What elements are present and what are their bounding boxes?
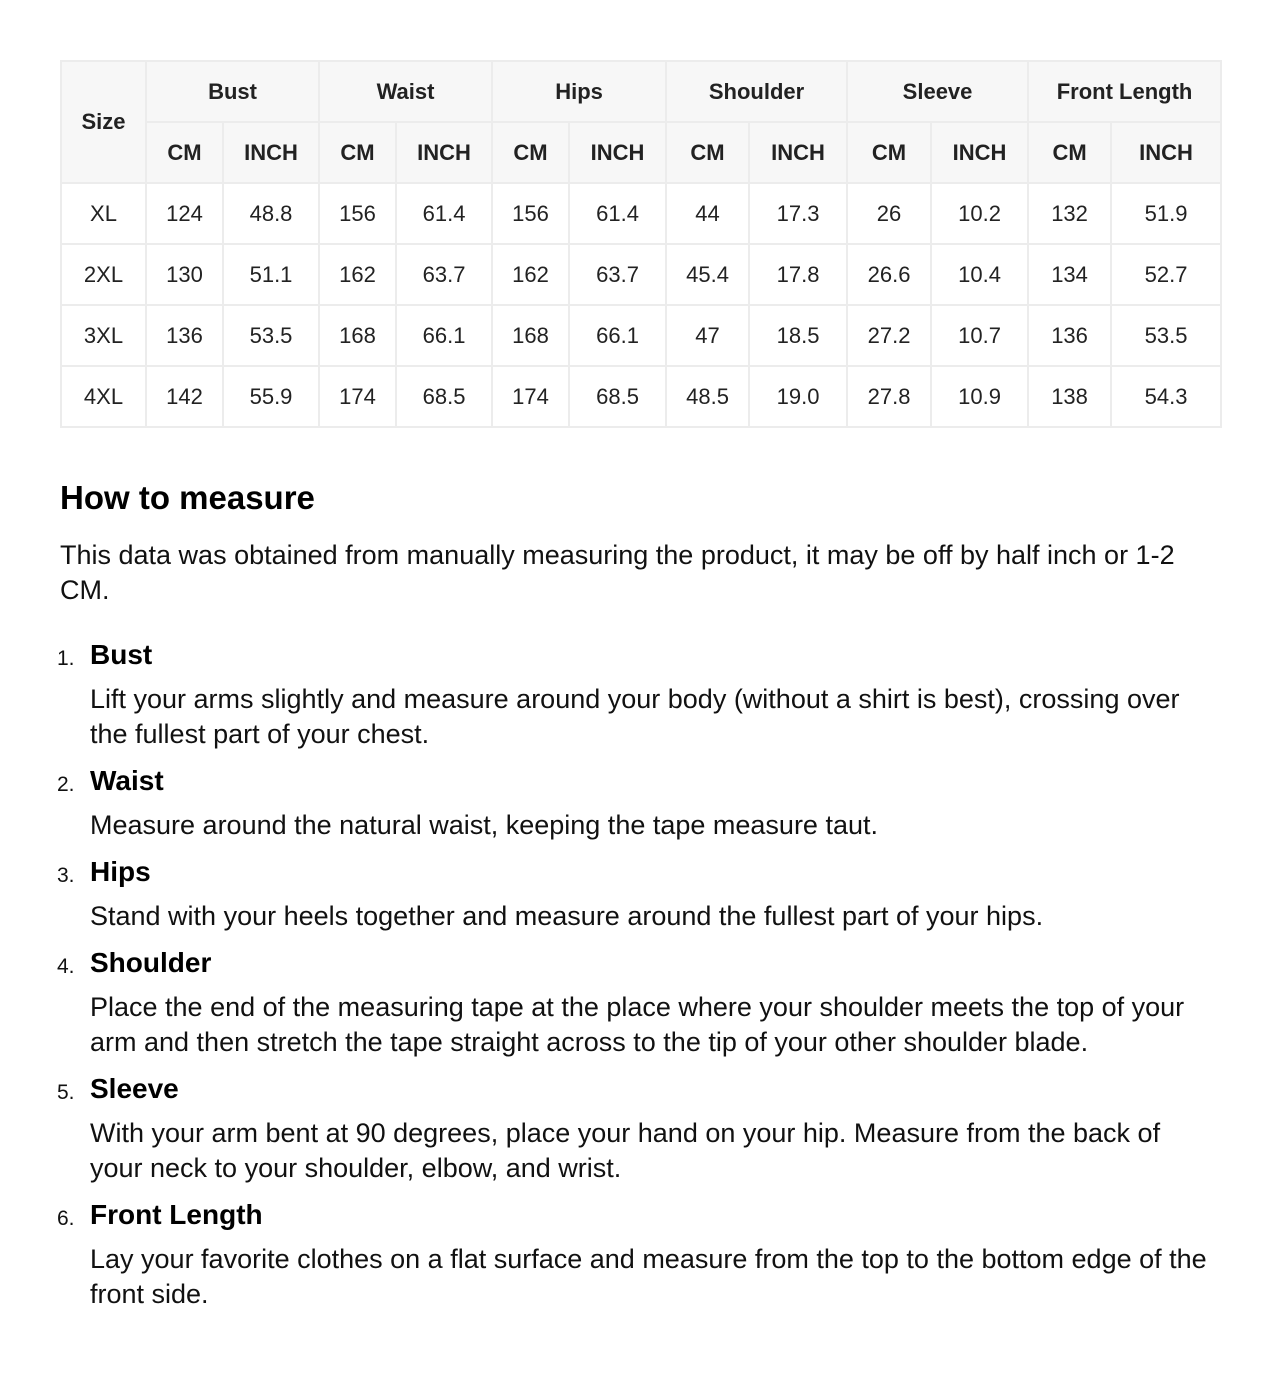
step-title: Hips xyxy=(90,856,151,887)
table-row xyxy=(61,366,1221,427)
list-item xyxy=(57,946,1220,1060)
table-cell: 142 xyxy=(146,366,223,427)
size-chart-table xyxy=(60,60,1222,428)
table-cell: 26.6 xyxy=(847,244,931,305)
header-group-bust: Bust xyxy=(146,61,319,122)
step-number: 5. xyxy=(57,1081,75,1104)
list-item xyxy=(57,638,1220,752)
table-cell: 174 xyxy=(492,366,569,427)
table-cell: 174 xyxy=(319,366,396,427)
intro-text: This data was obtained from manually measuring the product, it may be off by half inch or 1-2 CM. xyxy=(60,540,1175,605)
table-cell: 130 xyxy=(146,244,223,305)
step-text: Lay your favorite clothes on a flat surface and measure from the top to the bottom edge of the front side. xyxy=(90,1244,1207,1309)
table-cell: 66.1 xyxy=(569,305,666,366)
step-title: Front Length xyxy=(90,1199,263,1230)
header-unit-inch: INCH xyxy=(396,122,492,183)
size-cell: 4XL xyxy=(61,366,146,427)
table-cell: 48.5 xyxy=(666,366,749,427)
table-cell: 10.7 xyxy=(931,305,1028,366)
table-cell: 138 xyxy=(1028,366,1111,427)
table-row xyxy=(61,305,1221,366)
table-row xyxy=(61,183,1221,244)
how-to-measure-section xyxy=(57,472,1220,1324)
table-cell: 66.1 xyxy=(396,305,492,366)
header-unit-cm: CM xyxy=(847,122,931,183)
table-cell: 168 xyxy=(492,305,569,366)
table-cell: 17.8 xyxy=(749,244,847,305)
list-item xyxy=(57,1072,1220,1186)
header-size: Size xyxy=(61,61,146,183)
table-body xyxy=(61,183,1221,427)
table-cell: 45.4 xyxy=(666,244,749,305)
header-unit-inch: INCH xyxy=(749,122,847,183)
header-row-units xyxy=(61,122,1221,183)
header-group-waist: Waist xyxy=(319,61,492,122)
table-cell: 47 xyxy=(666,305,749,366)
table-cell: 52.7 xyxy=(1111,244,1221,305)
table-row xyxy=(61,244,1221,305)
table-cell: 10.2 xyxy=(931,183,1028,244)
header-group-hips: Hips xyxy=(492,61,666,122)
step-text: Lift your arms slightly and measure around your body (without a shirt is best), crossing over the fullest part of your chest. xyxy=(90,684,1180,749)
table-cell: 63.7 xyxy=(569,244,666,305)
step-title: Sleeve xyxy=(90,1073,179,1104)
table-cell: 10.9 xyxy=(931,366,1028,427)
header-unit-inch: INCH xyxy=(569,122,666,183)
header-unit-cm: CM xyxy=(492,122,569,183)
table-cell: 53.5 xyxy=(223,305,319,366)
table-cell: 51.1 xyxy=(223,244,319,305)
size-cell: 2XL xyxy=(61,244,146,305)
header-unit-inch: INCH xyxy=(1111,122,1221,183)
table-cell: 17.3 xyxy=(749,183,847,244)
header-group-shoulder: Shoulder xyxy=(666,61,847,122)
step-number: 6. xyxy=(57,1207,75,1230)
step-text: Stand with your heels together and measure around the fullest part of your hips. xyxy=(90,901,1044,931)
step-number: 2. xyxy=(57,773,75,796)
header-group-sleeve: Sleeve xyxy=(847,61,1028,122)
header-unit-cm: CM xyxy=(146,122,223,183)
step-text: With your arm bent at 90 degrees, place your hand on your hip. Measure from the back of your neck to your shoulder, elbow, and wrist. xyxy=(90,1118,1161,1183)
table-cell: 54.3 xyxy=(1111,366,1221,427)
table-cell: 27.8 xyxy=(847,366,931,427)
header-unit-cm: CM xyxy=(666,122,749,183)
header-unit-inch: INCH xyxy=(223,122,319,183)
table-cell: 156 xyxy=(319,183,396,244)
table-cell: 44 xyxy=(666,183,749,244)
table-cell: 134 xyxy=(1028,244,1111,305)
table-cell: 162 xyxy=(319,244,396,305)
size-cell: XL xyxy=(61,183,146,244)
header-group-front-length: Front Length xyxy=(1028,61,1221,122)
table-cell: 162 xyxy=(492,244,569,305)
step-title: Waist xyxy=(90,765,164,796)
table-cell: 18.5 xyxy=(749,305,847,366)
table-cell: 168 xyxy=(319,305,396,366)
section-heading: How to measure xyxy=(60,479,315,516)
header-unit-cm: CM xyxy=(319,122,396,183)
table-cell: 63.7 xyxy=(396,244,492,305)
table-cell: 68.5 xyxy=(569,366,666,427)
table-cell: 156 xyxy=(492,183,569,244)
table-cell: 48.8 xyxy=(223,183,319,244)
table-cell: 27.2 xyxy=(847,305,931,366)
list-item xyxy=(57,764,1220,843)
list-item xyxy=(57,1198,1220,1312)
step-number: 1. xyxy=(57,647,75,670)
measure-steps-list xyxy=(57,638,1220,1312)
step-text: Measure around the natural waist, keeping the tape measure taut. xyxy=(90,810,878,840)
table-cell: 26 xyxy=(847,183,931,244)
table-cell: 124 xyxy=(146,183,223,244)
step-title: Shoulder xyxy=(90,947,212,978)
list-item xyxy=(57,855,1220,934)
step-text: Place the end of the measuring tape at the place where your shoulder meets the top of your arm and then stretch the tape straight across to the tip of your other shoulder blade. xyxy=(90,992,1185,1057)
size-cell: 3XL xyxy=(61,305,146,366)
table-cell: 61.4 xyxy=(569,183,666,244)
step-number: 4. xyxy=(57,955,75,978)
table-cell: 10.4 xyxy=(931,244,1028,305)
header-row-groups xyxy=(61,61,1221,122)
step-number: 3. xyxy=(57,864,75,887)
table-header xyxy=(61,61,1221,183)
table-cell: 132 xyxy=(1028,183,1111,244)
table-cell: 136 xyxy=(146,305,223,366)
table-cell: 51.9 xyxy=(1111,183,1221,244)
table-cell: 55.9 xyxy=(223,366,319,427)
table-cell: 136 xyxy=(1028,305,1111,366)
header-unit-inch: INCH xyxy=(931,122,1028,183)
step-title: Bust xyxy=(90,639,153,670)
header-unit-cm: CM xyxy=(1028,122,1111,183)
table-cell: 61.4 xyxy=(396,183,492,244)
table-cell: 19.0 xyxy=(749,366,847,427)
table-cell: 68.5 xyxy=(396,366,492,427)
table-cell: 53.5 xyxy=(1111,305,1221,366)
